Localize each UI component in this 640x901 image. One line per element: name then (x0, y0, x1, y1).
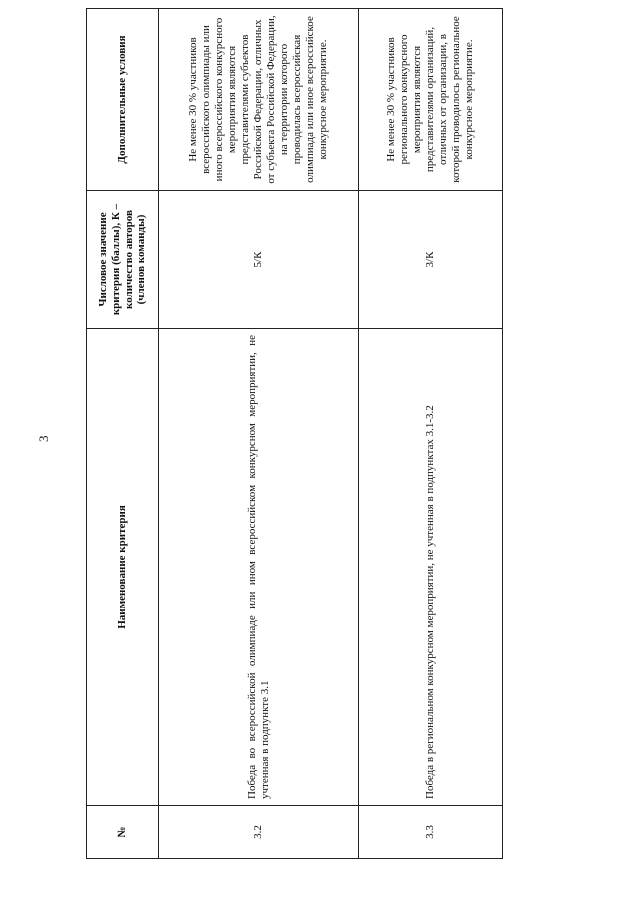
table-row (359, 9, 503, 859)
row-name: Победа в региональном конкурсном мероприятии, не учтенная в подпунктах 3.1-3.2 (359, 329, 503, 806)
header-num: № (87, 806, 159, 859)
row-conditions: Не менее 30 % участников всероссийского олимпиады или иного всероссийского конкурсного мероприятия являются представителями субъектов Российской Федерации, отличных от субъекта Российской Федерации, на территории которого проводилась всероссийская олимпиада или иное всероссийское конкурсное мероприятие. (159, 9, 359, 191)
row-num: 3.3 (359, 806, 503, 859)
row-conditions: Не менее 30 % участников регионального конкурсного мероприятия являются представителями организаций, отличных от организации, в которой проводилось региональное конкурсное мероприятие. (359, 9, 503, 191)
row-num: 3.2 (159, 806, 359, 859)
page-number: 3 (36, 435, 51, 442)
header-score: Числовое значение критерия (баллы), К – количество авторов (членов команды) (87, 191, 159, 329)
row-name: Победа во всероссийской олимпиаде или ином всероссийском конкурсном мероприятии, не учтенная в подпункте 3.1 (159, 329, 359, 806)
header-name: Наименование критерия (87, 329, 159, 806)
criteria-table (86, 8, 503, 859)
row-score: 5/К (159, 191, 359, 329)
table-row (159, 9, 359, 859)
table-header-row (87, 9, 159, 859)
row-score: 3/К (359, 191, 503, 329)
header-conditions: Дополнительные условия (87, 9, 159, 191)
